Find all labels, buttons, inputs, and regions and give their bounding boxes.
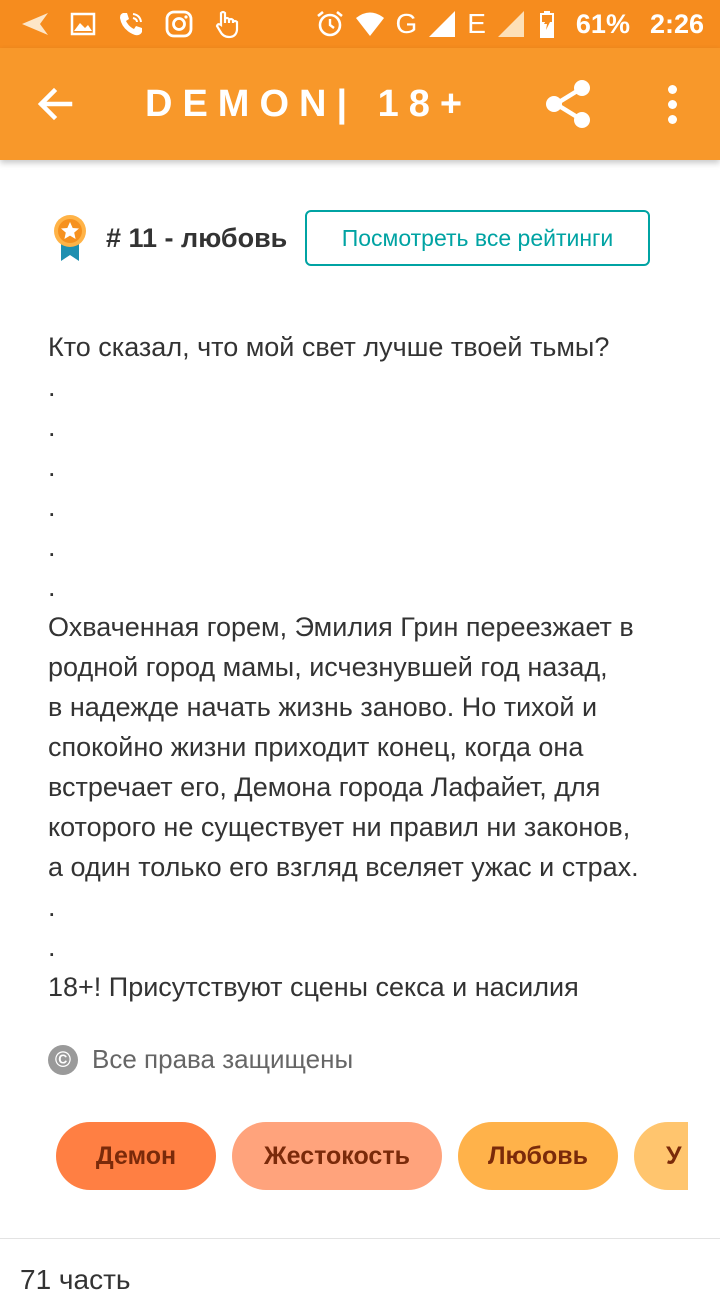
copyright-label: Все права защищены [92,1044,354,1074]
description-line: . [48,452,56,482]
more-vert-icon[interactable] [650,76,694,132]
description-line: Кто сказал, что мой свет лучше твоей тьмы? [48,332,610,362]
copyright-icon: © [48,1045,78,1075]
network-type-1: G [395,8,418,39]
tag-chip[interactable]: Жестокость [232,1122,442,1190]
send-icon [20,9,50,39]
back-arrow-icon [30,78,82,130]
description-line: а один только его взгляд вселяет ужас и страх. [48,852,639,882]
description-line: Охваченная горем, Эмилия Грин переезжает в [48,612,634,642]
description-line: спокойно жизни приходит конец, когда она [48,732,584,762]
share-icon [540,76,596,132]
medal-icon [50,213,90,263]
signal-icon [427,9,457,39]
status-bar [0,0,720,48]
tag-chip[interactable]: У [634,1122,688,1190]
clock: 2:26 [649,8,704,39]
network-type-2: E [467,8,486,39]
share-button[interactable] [540,76,596,132]
touch-icon [212,9,242,39]
description-line: . [48,532,56,562]
wifi-icon [355,9,385,39]
battery-icon [536,9,566,39]
description-line: родной город мамы, исчезнувшей год назад, [48,652,608,682]
app-bar [0,48,720,160]
tag-chip[interactable]: Любовь [458,1122,618,1190]
phone-icon [116,9,146,39]
signal-icon-2 [496,9,526,39]
ranking-label: # 11 - любовь [106,222,288,253]
description-line: . [48,492,56,522]
copyright-row [48,1044,353,1075]
tag-chip[interactable]: Демон [56,1122,216,1190]
description-line: . [48,372,56,402]
description-line: . [48,412,56,442]
alarm-icon [315,9,345,39]
description-line: . [48,932,56,962]
tag-list [56,1122,688,1190]
battery-percent: 61% [575,8,630,39]
instagram-icon [164,9,194,39]
divider [0,1238,720,1239]
ranking-row [50,210,287,266]
story-description [48,327,688,1007]
description-line: . [48,572,56,602]
description-line: 18+! Присутствуют сцены секса и насилия [48,972,579,1002]
view-all-ratings-button[interactable]: Посмотреть все рейтинги [305,210,650,266]
image-icon [68,9,98,39]
parts-count: 71 часть [20,1264,131,1295]
description-line: которого не существует ни правил ни законов, [48,812,631,842]
book-title: DEMON| 18+ [145,83,473,125]
back-button[interactable] [30,78,82,130]
description-line: встречает его, Демона города Лафайет, для [48,772,601,802]
description-line: . [48,892,56,922]
description-line: в надежде начать жизнь заново. Но тихой и [48,692,598,722]
